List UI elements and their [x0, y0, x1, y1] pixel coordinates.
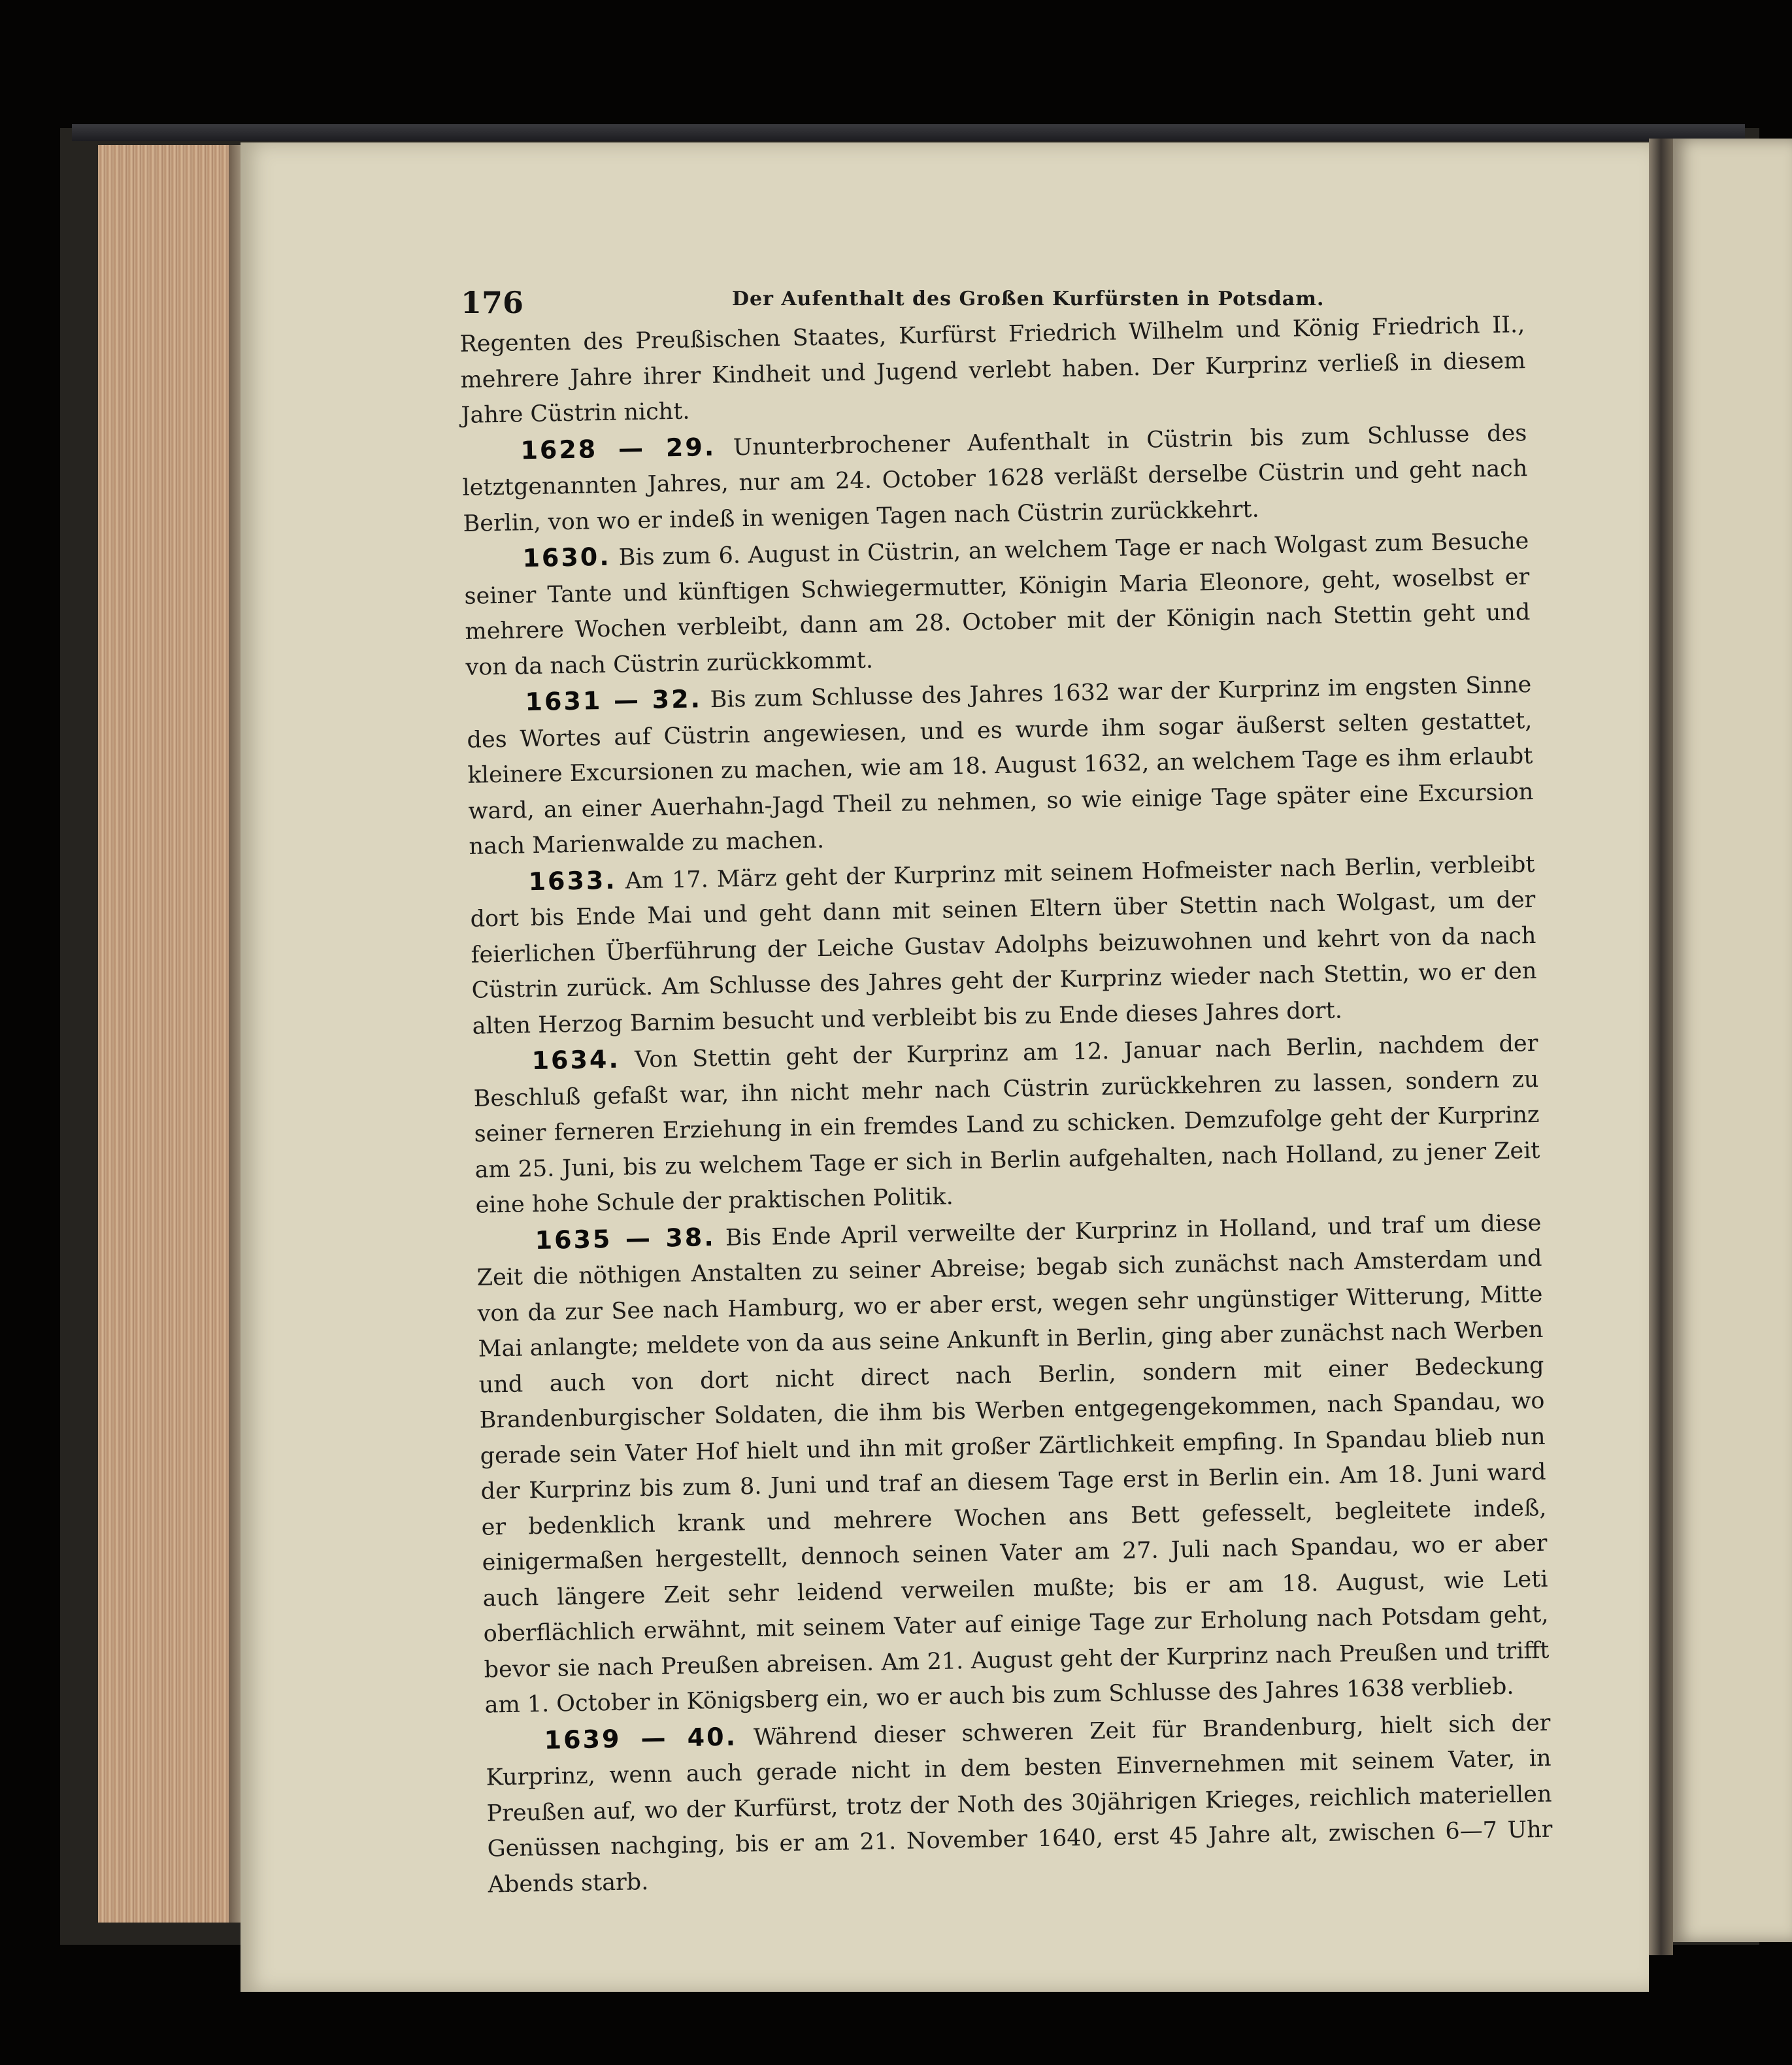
year-heading: 1635 — 38.: [535, 1222, 716, 1255]
facing-page: [1673, 139, 1792, 1942]
paragraph-text: Am 17. März geht der Kurprinz mit seinem Hofmeister nach Berlin, verbleibt dort bis Ende Mai und geht dann mit seinen Eltern über Stettin nach Wolgast, um der feierlichen Überführung der Leiche Gustav Adolphs beizuwohnen und kehrt von da nach Cüstrin zurück. Am Schlusse des Jahres geht der Kurprinz wieder nach Stettin, wo er den alten Herzog Barnim besucht und verbleibt bis zu Ende dieses Jahres dort.: [470, 851, 1537, 1040]
page-stack-edge: [98, 145, 238, 1923]
book-gutter: [1649, 139, 1673, 1955]
paragraph-text: Regenten des Preußischen Staates, Kurfürst Friedrich Wilhelm und König Friedrich II., mehrere Jahre ihrer Kindheit und Jugend verlebt haben. Der Kurprinz verließ in diesem Jahre Cüstrin nicht.: [459, 312, 1526, 429]
paragraph-text: Ununterbrochener Aufenthalt in Cüstrin bis zum Schlusse des letztgenannten Jahres, nur am 24. October 1628 verläßt derselbe Cüstrin und geht nach Berlin, von wo er indeß in wenigen Tagen nach Cüstrin zurückkehrt.: [462, 420, 1528, 537]
paragraph-text: Bis zum 6. August in Cüstrin, an welchem Tage er nach Wolgast zum Besuche seiner Tante und künftigen Schwiegermutter, Königin Maria Eleonore, geht, woselbst er mehrere Wochen verbleibt, dann am 28. October mit der Königin nach Stettin geht und von da nach Cüstrin zurückkommt.: [464, 528, 1531, 681]
year-heading: 1639 — 40.: [544, 1722, 738, 1755]
paragraph-text: Bis Ende April verweilte der Kurprinz in Holland, und traf um diese Zeit die nöthigen Anstalten zu seiner Abreise; begab sich zunächst nach Amsterdam und von da zur See nach Hamburg, wo er aber erst, wegen sehr ungünstiger Witterung, Mitte Mai anlangte; meldete von da aus seine Ankunft in Berlin, ging aber zunächst nach Werben und auch von dort nicht direct nach Berlin, sondern mit einer Bedeckung Brandenburgischer Soldaten, die ihm bis Werben entgegengekommen, nach Spandau, wo gerade sein Vater Hof hielt und ihn mit großer Zärtlichkeit empfing. In Spandau blieb nun der Kurprinz bis zum 8. Juni und traf an diesem Tage erst in Berlin ein. Am 18. Juni ward er bedenklich krank und mehrere Wochen ans Bett gefesselt, begleitete indeß, einigermaßen hergestellt, dennoch seinen Vater am 27. Juli nach Spandau, wo er aber auch längere Zeit sehr leidend verweilen mußte; bis er am 18. August, wie Leti oberflächlich erwähnt, mit seinem Vater auf einige Tage zur Erholung nach Potsdam geht, bevor sie nach Preußen abreisen. Am 21. August geht der Kurprinz nach Preußen und trifft am 1. October in Königsberg ein, wo er auch bis zum Schlusse des Jahres 1638 verblieb.: [476, 1210, 1550, 1719]
running-head: Der Aufenthalt des Großen Kurfürsten in Potsdam.: [732, 288, 1325, 310]
year-heading: 1631 — 32.: [525, 684, 703, 717]
year-entry: [469, 845, 1538, 1044]
year-heading: 1628 — 29.: [520, 432, 716, 465]
body-text: [459, 307, 1553, 1902]
paragraph-text: Bis zum Schlusse des Jahres 1632 war der Kurprinz im engsten Sinne des Wortes auf Cüstrin angewiesen, und es wurde ihm sogar äußerst selten gestattet, kleinere Excursionen zu machen, wie am 18. August 1632, an welchem Tage es ihm erlaubt ward, an einer Auerhahn-Jagd Theil zu nehmen, so wie einige Tage später eine Excursion nach Marienwalde zu machen.: [467, 672, 1534, 860]
year-entry: [461, 414, 1529, 542]
cover-top-edge: [72, 124, 1745, 141]
year-entry: [466, 666, 1535, 865]
year-entry: [473, 1025, 1541, 1223]
year-entry: [485, 1704, 1553, 1902]
paragraph-text: Während dieser schweren Zeit für Brandenburg, hielt sich der Kurprinz, wenn auch gerade nicht in dem besten Einvernehmen mit seinem Vater, in Preußen auf, wo der Kurfürst, trotz der Noth des 30jährigen Krieges, reichlich materiellen Genüssen nachging, bis er am 21. November 1640, erst 45 Jahre alt, zwischen 6—7 Uhr Abends starb.: [486, 1710, 1553, 1898]
year-entry: [463, 522, 1531, 686]
page-number: 176: [461, 285, 524, 320]
year-heading: 1634.: [531, 1044, 621, 1076]
year-heading: 1633.: [528, 865, 618, 896]
paragraph: [459, 307, 1527, 433]
year-heading: 1630.: [522, 542, 612, 573]
paragraph-text: Von Stettin geht der Kurprinz am 12. Januar nach Berlin, nachdem der Beschluß gefaßt war, ihn nicht mehr nach Cüstrin zurückkehren zu lassen, sondern zu seiner ferneren Erziehung in ein fremdes Land zu schicken. Demzufolge geht der Kurprinz am 25. Juni, bis zu welchem Tage er sich in Berlin aufgehalten, nach Holland, zu jener Zeit eine hohe Schule der praktischen Politik.: [473, 1030, 1540, 1219]
year-entry: [476, 1204, 1550, 1723]
